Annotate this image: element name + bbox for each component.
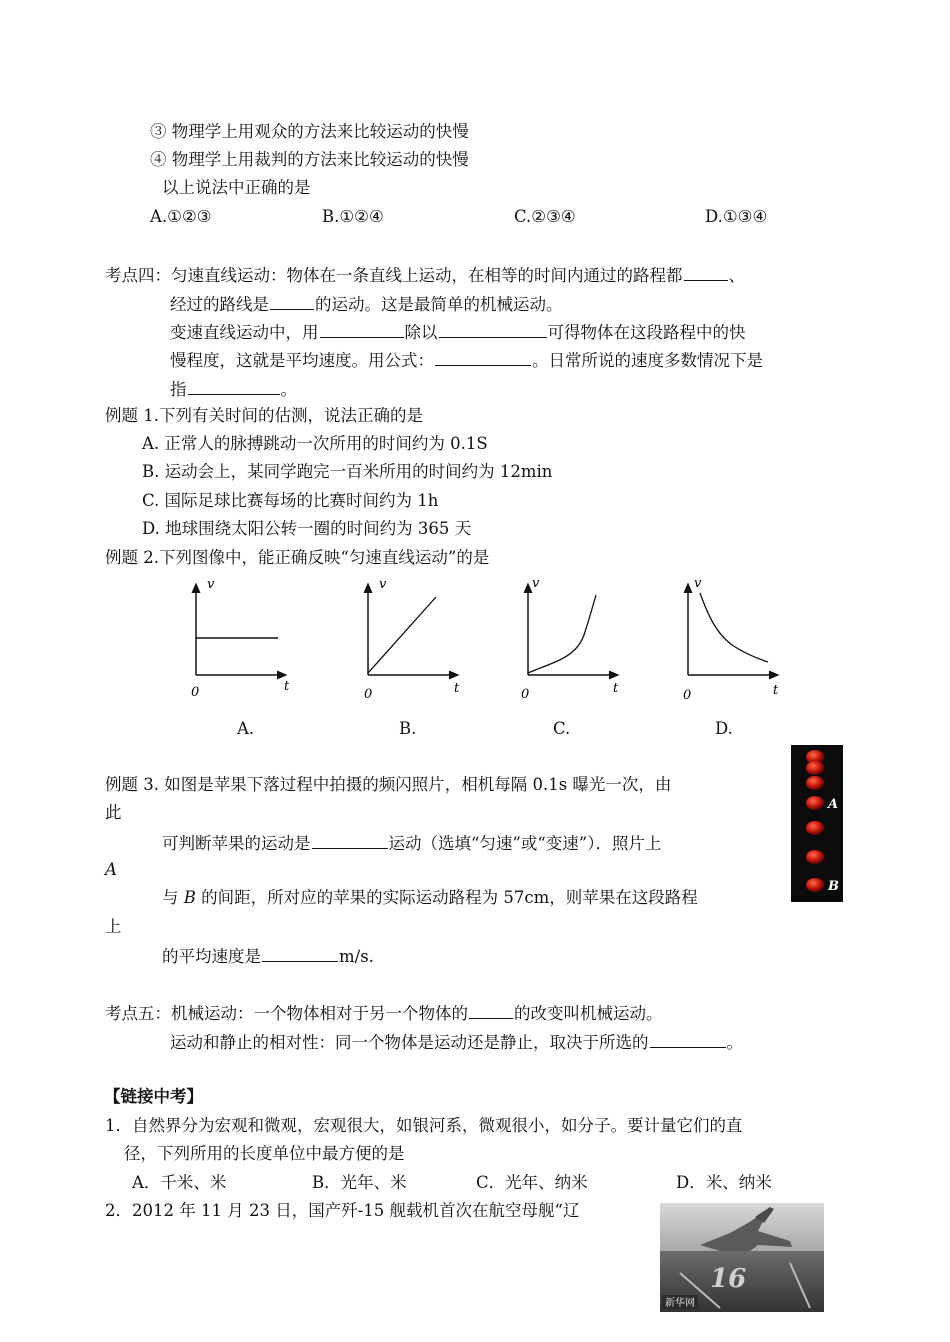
ex1-option-b: B. 运动会上，某同学跑完一百米所用的时间约为 12min xyxy=(142,462,553,481)
curve-linear xyxy=(368,597,436,673)
fill-blank[interactable] xyxy=(684,263,728,281)
ex1-option-c: C. 国际足球比赛每场的比赛时间约为 1h xyxy=(142,491,439,510)
ex3-text: 可判断苹果的运动是 xyxy=(162,834,311,853)
photo-label-b: B xyxy=(828,879,839,894)
fill-blank[interactable] xyxy=(270,292,314,310)
k5-text: 。 xyxy=(726,1033,743,1052)
graph-label-a: A. xyxy=(237,719,255,738)
ex3-line1: 例题 3. 如图是苹果下落过程中拍摄的频闪照片，相机每隔 0.1s 曝光一次，由 xyxy=(105,775,672,794)
ex3-line2: 此 xyxy=(105,803,122,822)
graph-c xyxy=(512,575,632,705)
axis-label-v: v xyxy=(532,576,540,591)
axis-label-t: t xyxy=(284,679,290,694)
k4-text: 慢程度，这就是平均速度。用公式： xyxy=(170,351,434,370)
ex3-text: 运动（选填“匀速”或“变速”）．照片上 xyxy=(388,834,662,853)
fill-blank[interactable] xyxy=(435,348,531,366)
watermark-text: 新华网 xyxy=(665,1298,695,1309)
apple-image-3 xyxy=(806,776,824,790)
k4-text: 可得物体在这段路程中的快 xyxy=(547,323,746,342)
k5-line1 xyxy=(105,1001,663,1025)
k4-text: 、 xyxy=(728,266,745,285)
k4-line4 xyxy=(170,348,763,372)
ex1-question: 例题 1.下列有关时间的估测，说法正确的是 xyxy=(105,406,423,425)
zk-q1-line2: 径，下列所用的长度单位中最方便的是 xyxy=(124,1144,405,1163)
fill-blank[interactable] xyxy=(320,320,404,338)
graph-label-c: C. xyxy=(553,719,571,738)
ex3-text: 与 xyxy=(162,888,184,907)
ex3-line7 xyxy=(162,944,374,968)
zk-q1-option-b: B．光年、米 xyxy=(312,1173,407,1192)
origin-label: 0 xyxy=(191,685,200,700)
fill-blank[interactable] xyxy=(469,1001,513,1019)
ex2-question: 例题 2.下列图像中，能正确反映“匀速直线运动”的是 xyxy=(105,548,490,567)
option-c: C.②③④ xyxy=(514,207,576,226)
fill-blank[interactable] xyxy=(262,944,338,962)
origin-label: 0 xyxy=(364,687,373,702)
k4-text: 的运动。这是最简单的机械运动。 xyxy=(315,295,563,314)
photo-label-a: A xyxy=(828,797,839,812)
ex1-option-a: A. 正常人的脉搏跳动一次所用的时间约为 0.1S xyxy=(142,434,488,453)
apple-image-5 xyxy=(806,821,824,835)
ex3-text: B xyxy=(183,888,196,907)
curve-decelerating xyxy=(700,593,768,662)
question-prompt: 以上说法中正确的是 xyxy=(162,178,311,197)
k4-line1 xyxy=(105,263,745,287)
k4-text: 除以 xyxy=(404,323,438,342)
graph-label-b: B. xyxy=(399,719,417,738)
origin-label: 0 xyxy=(521,687,530,702)
statement-4: ④ 物理学上用裁判的方法来比较运动的快慢 xyxy=(150,150,469,169)
axis-label-t: t xyxy=(613,681,619,696)
axis-label-v: v xyxy=(207,577,215,592)
k4-line2 xyxy=(170,292,563,316)
fill-blank[interactable] xyxy=(188,377,280,395)
origin-label: 0 xyxy=(683,688,692,703)
apple-image-6 xyxy=(806,850,824,864)
graph-b xyxy=(352,575,472,705)
k5-text: 的改变叫机械运动。 xyxy=(514,1004,663,1023)
k4-text: 经过的路线是 xyxy=(170,295,269,314)
section-title-zhongkao: 【链接中考】 xyxy=(104,1087,203,1106)
fill-blank[interactable] xyxy=(312,831,388,849)
ex3-line6: 上 xyxy=(105,917,122,936)
option-b: B.①②④ xyxy=(322,207,384,226)
option-a: A.①②③ xyxy=(150,207,212,226)
k4-text: 变速直线运动中，用 xyxy=(170,323,319,342)
ex3-text: 的平均速度是 xyxy=(162,947,261,966)
zk-q1-option-a: A．千米、米 xyxy=(132,1173,227,1192)
carrier-jet-photo xyxy=(660,1203,824,1312)
fill-blank[interactable] xyxy=(439,320,547,338)
graph-d xyxy=(672,575,792,705)
k5-line2 xyxy=(170,1030,743,1054)
k4-text: 。 xyxy=(280,380,297,399)
ex3-text: 的间距，所对应的苹果的实际运动路程为 57cm，则苹果在这段路程 xyxy=(195,888,698,907)
fill-blank[interactable] xyxy=(650,1030,726,1048)
ex3-line4: A xyxy=(105,860,117,879)
zk-q2-line1: 2．2012 年 11 月 23 日，国产歼-15 舰载机首次在航空母舰“辽 xyxy=(105,1201,580,1220)
apple-image-4 xyxy=(806,796,824,810)
curve-accelerating xyxy=(528,595,596,673)
graph-label-d: D. xyxy=(715,719,733,738)
zk-q1-option-d: D．米、纳米 xyxy=(676,1173,772,1192)
graph-a xyxy=(180,575,300,705)
ex3-text: m/s. xyxy=(339,947,374,966)
apple-image-2 xyxy=(806,761,824,775)
k5-text: 运动和静止的相对性：同一个物体是运动还是静止，取决于所选的 xyxy=(170,1033,649,1052)
zk-q1-line1: 1．自然界分为宏观和微观，宏观很大，如银河系，微观很小，如分子。要计量它们的直 xyxy=(105,1116,743,1135)
axis-label-t: t xyxy=(773,683,779,698)
axis-label-v: v xyxy=(379,577,387,592)
option-d: D.①③④ xyxy=(705,207,768,226)
k4-text: 指 xyxy=(170,380,187,399)
k4-text: 考点四：匀速直线运动：物体在一条直线上运动，在相等的时间内通过的路程都 xyxy=(105,266,683,285)
k4-line3 xyxy=(170,320,746,344)
ex3-line3 xyxy=(162,831,662,855)
ex1-option-d: D. 地球围绕太阳公转一圈的时间约为 365 天 xyxy=(142,519,472,538)
ex3-line5 xyxy=(162,887,698,909)
k5-text: 考点五：机械运动：一个物体相对于另一个物体的 xyxy=(105,1004,468,1023)
axis-label-v: v xyxy=(694,576,702,591)
deck-number: 16 xyxy=(710,1264,747,1294)
apple-image-7 xyxy=(806,878,824,892)
statement-3: ③ 物理学上用观众的方法来比较运动的快慢 xyxy=(150,122,469,141)
k4-line5 xyxy=(170,377,297,401)
k4-text: 。日常所说的速度多数情况下是 xyxy=(532,351,763,370)
strobe-apple-photo xyxy=(791,745,843,902)
zk-q1-option-c: C．光年、纳米 xyxy=(476,1173,588,1192)
axis-label-t: t xyxy=(454,681,460,696)
